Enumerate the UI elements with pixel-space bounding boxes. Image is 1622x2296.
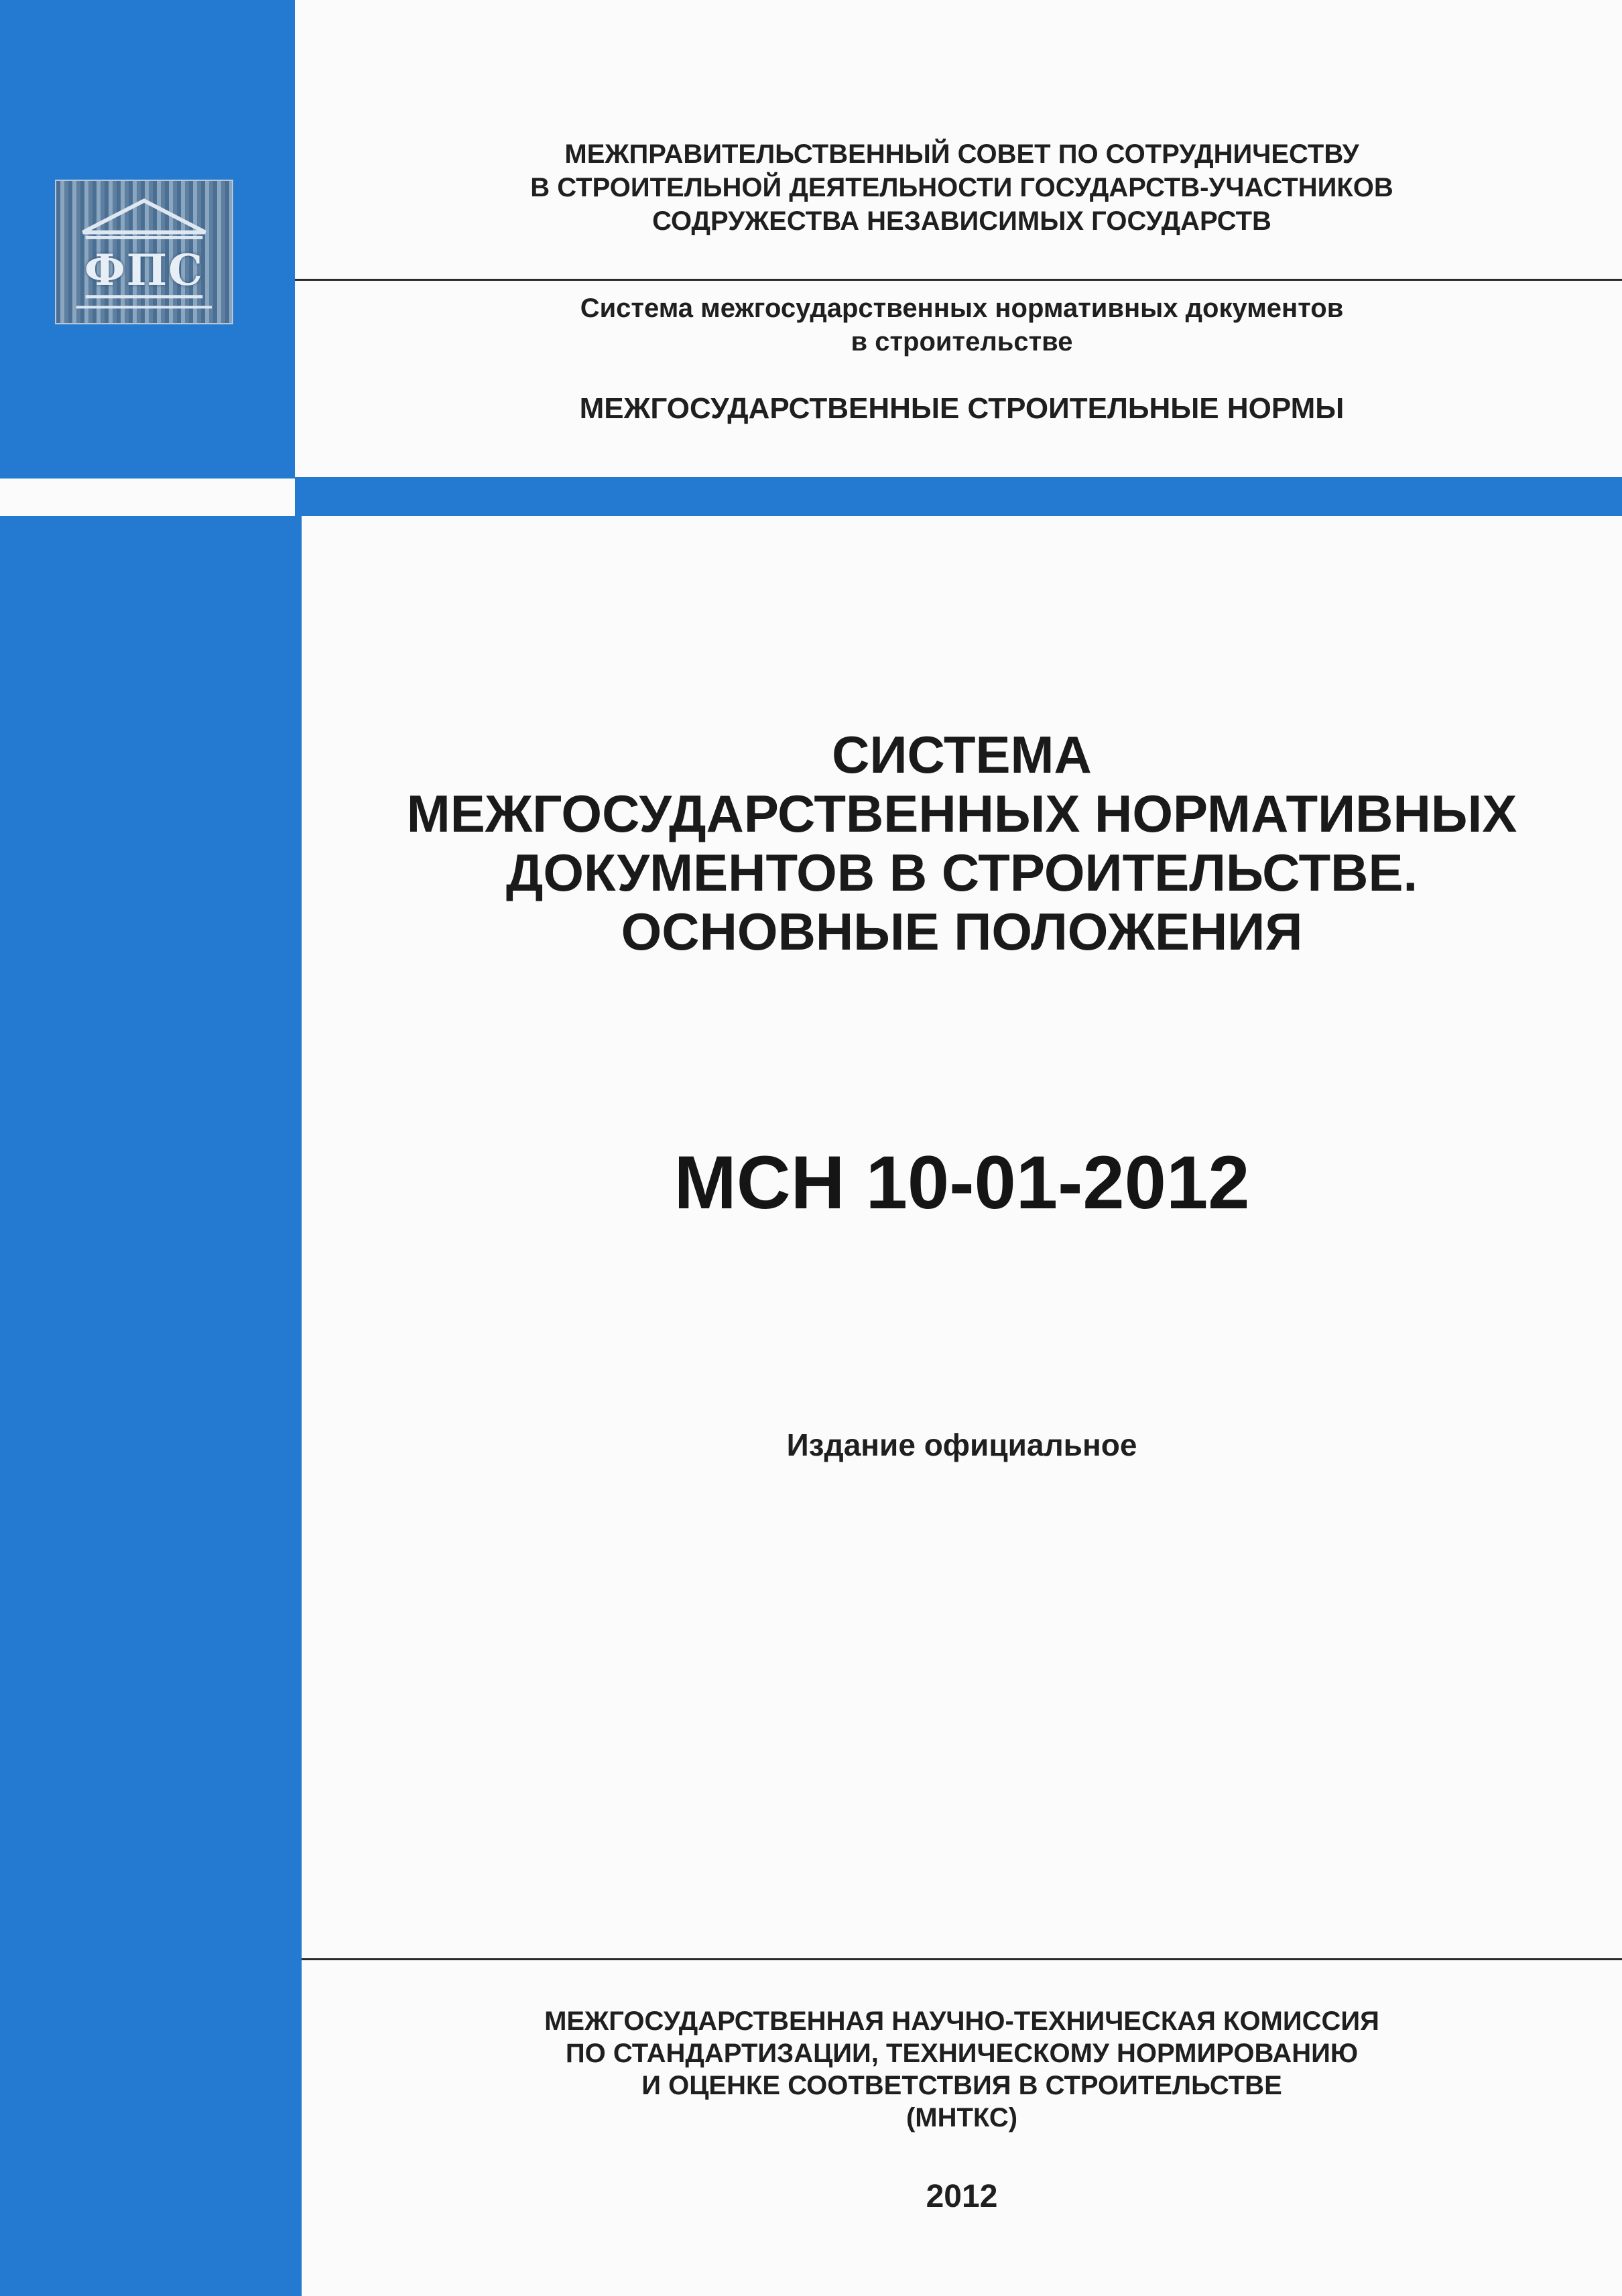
title-line: ДОКУМЕНТОВ В СТРОИТЕЛЬСТВЕ. <box>505 843 1418 902</box>
council-line: В СТРОИТЕЛЬНОЙ ДЕЯТЕЛЬНОСТИ ГОСУДАРСТВ-УЧАСТНИКОВ <box>530 173 1393 202</box>
left-blue-band-bottom <box>0 516 302 2296</box>
title-line: МЕЖГОСУДАРСТВЕННЫХ НОРМАТИВНЫХ <box>406 784 1517 843</box>
publication-year: 2012 <box>926 2179 998 2214</box>
hologram-logo <box>55 180 233 324</box>
council-line: МЕЖПРАВИТЕЛЬСТВЕННЫЙ СОВЕТ ПО СОТРУДНИЧЕСТВУ <box>564 139 1359 169</box>
top-divider <box>295 279 1622 281</box>
commission-line: ПО СТАНДАРТИЗАЦИИ, ТЕХНИЧЕСКОМУ НОРМИРОВАНИЮ <box>565 2039 1359 2068</box>
document-title <box>302 725 1622 961</box>
commission-block <box>302 2005 1622 2134</box>
edition-label: Издание официальное <box>786 1427 1137 1462</box>
norms-label: МЕЖГОСУДАРСТВЕННЫЕ СТРОИТЕЛЬНЫЕ НОРМЫ <box>579 392 1345 425</box>
system-line: Система межгосударственных нормативных документов <box>580 294 1344 323</box>
commission-line: МЕЖГОСУДАРСТВЕННАЯ НАУЧНО-ТЕХНИЧЕСКАЯ КОМИССИЯ <box>544 2006 1379 2036</box>
logo-lettering: ФПС <box>84 245 204 296</box>
bottom-divider <box>302 1958 1622 1960</box>
system-line: в строительстве <box>851 327 1073 357</box>
document-code: МСН 10-01-2012 <box>674 1141 1250 1224</box>
system-subtitle <box>302 292 1622 359</box>
council-line: СОДРУЖЕСТВА НЕЗАВИСИМЫХ ГОСУДАРСТВ <box>652 206 1271 236</box>
council-heading <box>302 137 1622 238</box>
title-line: ОСНОВНЫЕ ПОЛОЖЕНИЯ <box>621 902 1303 961</box>
commission-line: И ОЦЕНКЕ СООТВЕТСТВИЯ В СТРОИТЕЛЬСТВЕ <box>641 2071 1282 2100</box>
commission-line: (МНТКС) <box>906 2103 1018 2132</box>
horizontal-blue-strip <box>295 477 1622 516</box>
title-line: СИСТЕМА <box>832 725 1092 784</box>
